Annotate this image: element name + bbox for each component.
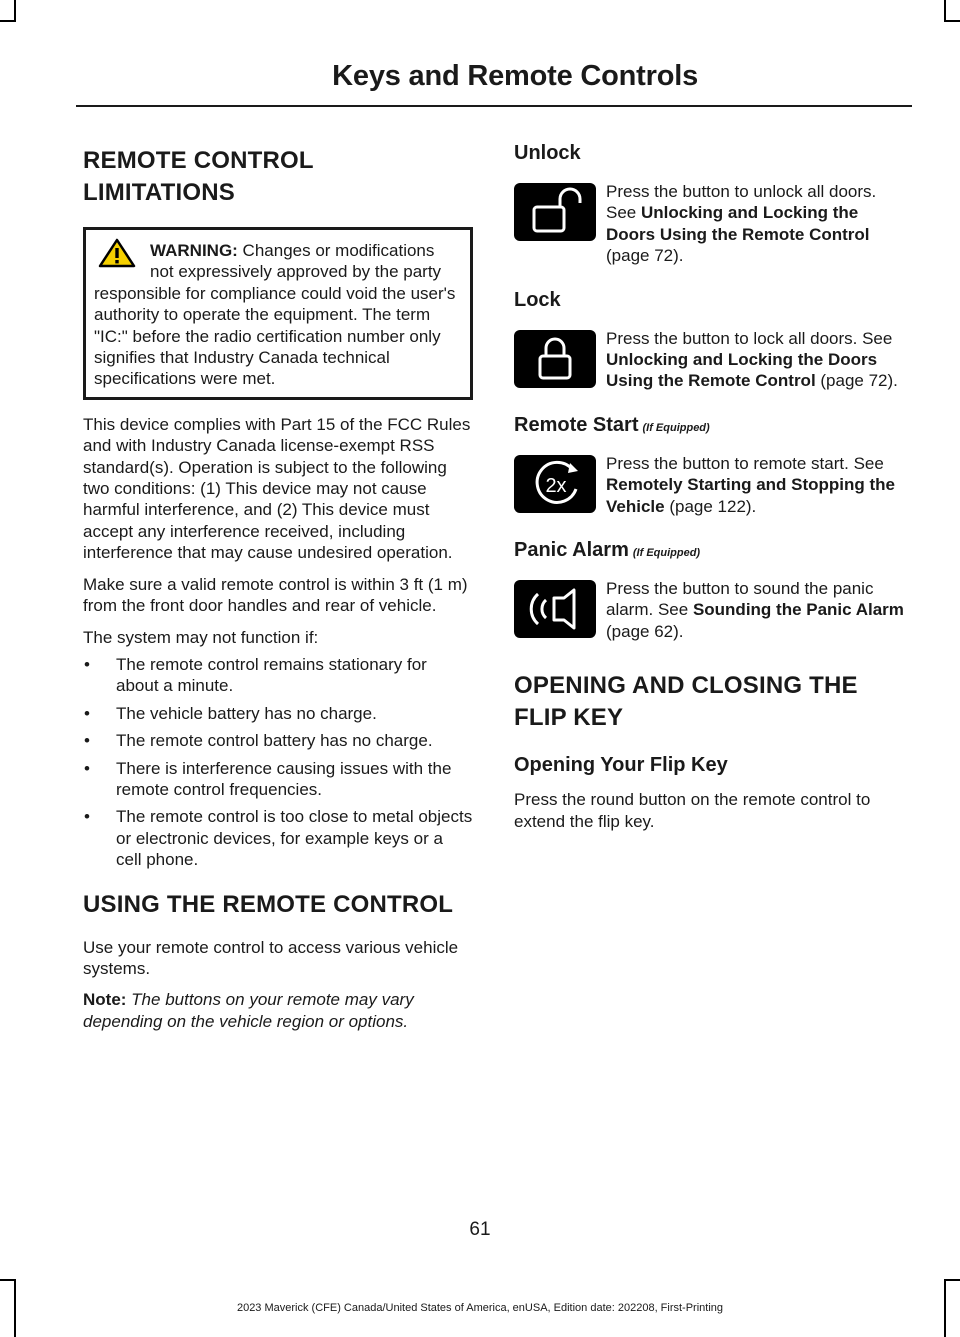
page-number: 61 xyxy=(469,1219,491,1240)
bullet: • xyxy=(84,703,90,723)
remote-start-description: Press the button to remote start. See xyxy=(606,453,884,473)
may-not-function-paragraph: The system may not function if: xyxy=(83,627,319,647)
right-column xyxy=(514,142,910,832)
page-header-title: Keys and Remote Controls xyxy=(332,60,698,92)
remote-start-icon xyxy=(514,455,596,513)
conditions-list xyxy=(83,654,473,871)
bullet: • xyxy=(84,758,90,778)
panic-alarm-heading xyxy=(514,539,910,562)
note-text: The buttons on your remote may vary depending on the vehicle region or options. xyxy=(83,990,414,1031)
crop-mark xyxy=(944,0,946,22)
list-item-text: The remote control remains stationary for about a minute. xyxy=(116,654,427,696)
lock-link[interactable]: Unlocking and Locking the Doors Using the Remote Control xyxy=(606,350,878,391)
crop-mark xyxy=(0,20,16,22)
lock-icon xyxy=(514,330,596,388)
crop-mark xyxy=(944,1279,960,1281)
list-item xyxy=(83,654,473,697)
lock-heading: Lock xyxy=(514,288,561,311)
warning-triangle-icon xyxy=(98,238,136,270)
bullet: • xyxy=(84,807,90,827)
panic-alarm-title: Panic Alarm xyxy=(514,539,629,562)
list-item xyxy=(83,703,473,724)
section-title-line1: REMOTE CONTROL xyxy=(83,147,314,174)
remote-start-icon-label: 2x xyxy=(545,474,567,497)
unlock-icon xyxy=(514,183,596,241)
crop-mark xyxy=(944,20,960,22)
lock-block xyxy=(514,328,910,392)
warning-label: WARNING: xyxy=(150,241,238,260)
remote-start-block xyxy=(514,453,910,517)
lock-page-ref: (page 72). xyxy=(815,371,898,391)
warning-text xyxy=(94,240,462,390)
section-title-flip-key xyxy=(514,670,910,734)
section-title-using-remote-control: USING THE REMOTE CONTROL xyxy=(83,890,454,918)
crop-mark xyxy=(0,1279,16,1281)
bullet: • xyxy=(84,654,90,674)
left-column xyxy=(83,145,473,1032)
panic-alarm-description: Press the button to sound the panic alarm. See xyxy=(606,579,874,620)
warning-body: Changes or modifications not expressively approved by the party responsible for compliance could void the user's authority to operate the equipment. The term "IC:" before the radio certification number only signifies that Industry Canada technical specifications were met. xyxy=(94,241,456,389)
remote-start-link[interactable]: Remotely Starting and Stopping the Vehicle xyxy=(606,475,896,516)
remote-start-heading xyxy=(514,414,910,437)
warning-box xyxy=(83,227,473,400)
panic-alarm-block xyxy=(514,578,910,642)
section-title-line2: LIMITATIONS xyxy=(83,179,235,206)
horn-icon xyxy=(514,580,596,638)
remote-start-title: Remote Start xyxy=(514,413,639,436)
unlock-page-ref: (page 72). xyxy=(606,246,684,266)
crop-mark xyxy=(14,0,16,22)
section-title-remote-control-limitations xyxy=(83,145,473,209)
remote-start-page-ref: (page 122). xyxy=(664,496,757,516)
opening-flip-key-heading: Opening Your Flip Key xyxy=(514,754,728,777)
unlock-link[interactable]: Unlocking and Locking the Doors Using the Remote Control xyxy=(606,203,870,244)
list-item xyxy=(83,730,473,751)
header-divider xyxy=(76,105,912,107)
list-item-text: There is interference causing issues with the remote control frequencies. xyxy=(116,758,452,799)
section-title-line2: FLIP KEY xyxy=(514,704,624,732)
list-item-text: The remote control battery has no charge. xyxy=(116,731,433,751)
note-label: Note: xyxy=(83,990,127,1010)
flip-key-paragraph: Press the round button on the remote control to extend the flip key. xyxy=(514,790,871,831)
list-item xyxy=(83,758,473,801)
unlock-description: Press the button to unlock all doors. See xyxy=(606,182,877,223)
note-paragraph xyxy=(83,989,473,1032)
list-item-text: The vehicle battery has no charge. xyxy=(116,703,377,723)
panic-alarm-page-ref: (page 62). xyxy=(606,621,684,641)
section-title-line1: OPENING AND CLOSING THE xyxy=(514,672,858,700)
range-paragraph: Make sure a valid remote control is within 3 ft (1 m) from the front door handles and rear of vehicle. xyxy=(83,574,468,616)
bullet: • xyxy=(84,731,90,751)
list-item-text: The remote control is too close to metal objects or electronic devices, for example keys or a cell phone. xyxy=(116,807,473,870)
lock-description: Press the button to lock all doors. See xyxy=(606,328,893,348)
unlock-block xyxy=(514,181,910,267)
unlock-heading: Unlock xyxy=(514,142,581,164)
access-systems-paragraph: Use your remote control to access various vehicle systems. xyxy=(83,937,459,978)
if-equipped-tag: (If Equipped) xyxy=(642,421,710,434)
list-item xyxy=(83,806,473,870)
if-equipped-tag: (If Equipped) xyxy=(632,547,701,560)
fcc-paragraph: This device complies with Part 15 of the FCC Rules and with Industry Canada license-exempt RSS standard(s). Operation is subject to the following two conditions: (1) This device may not cause harmful interference, and (2) This device must accept any interference received, including interference that may cause undesired operation. xyxy=(83,414,471,563)
footer-edition: 2023 Maverick (CFE) Canada/United States of America, enUSA, Edition date: 202208, First-Printing xyxy=(236,1302,724,1314)
panic-alarm-link[interactable]: Sounding the Panic Alarm xyxy=(692,600,904,620)
